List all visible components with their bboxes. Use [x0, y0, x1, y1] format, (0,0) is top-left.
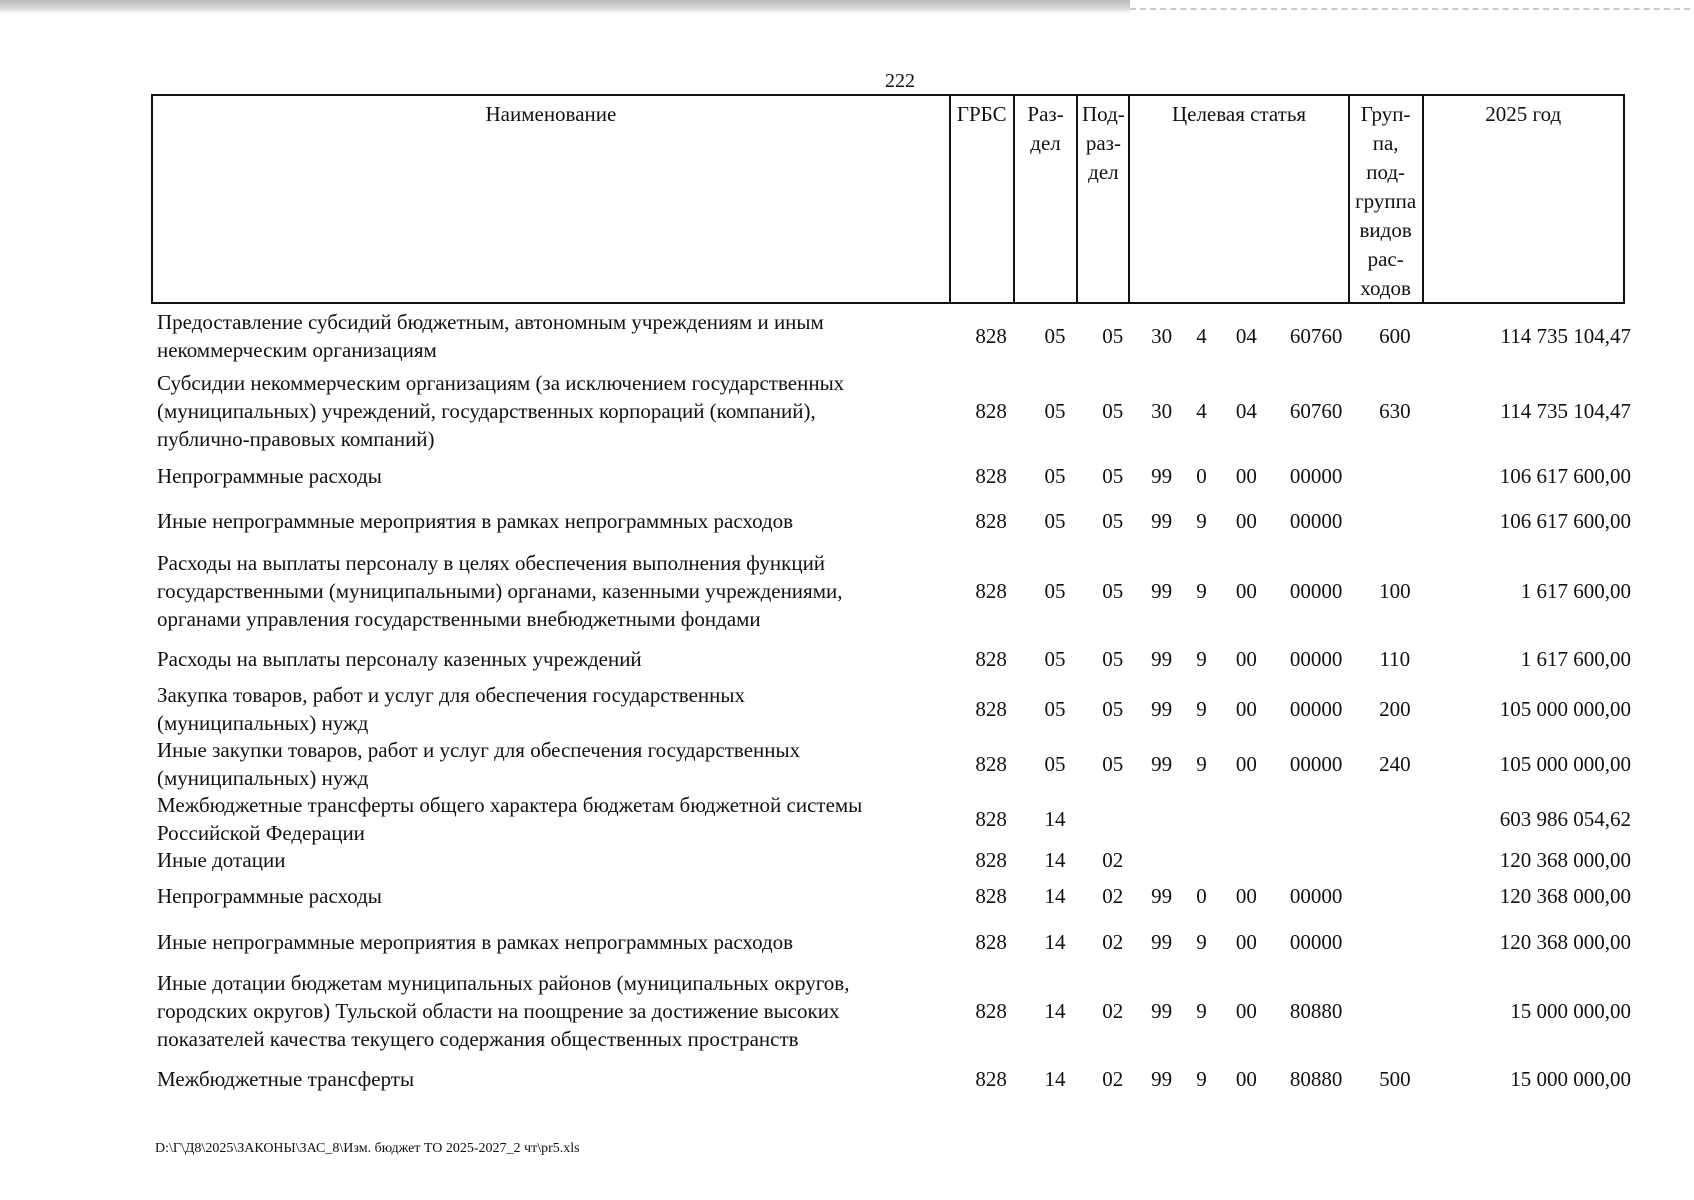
header-group: Груп- па, под- группа видов рас- ходов [1350, 96, 1424, 302]
table-row [151, 681, 1631, 736]
scan-edge-shadow [0, 0, 1130, 14]
cell-t3: 00 [1235, 1066, 1257, 1091]
cell-t3: 00 [1235, 464, 1257, 488]
table-row [151, 496, 1631, 546]
cell-amount: 15 000 000,00 [1510, 1066, 1632, 1091]
cell-pr: 02 [1102, 1066, 1124, 1091]
cell-grbs: 828 [975, 324, 1007, 348]
cell-t4: 00000 [1289, 751, 1343, 776]
cell-vr: 200 [1379, 696, 1411, 721]
cell-t1: 99 [1151, 509, 1173, 533]
cell-t3: 00 [1235, 751, 1257, 776]
cell-t3: 04 [1235, 324, 1257, 348]
cell-t2: 9 [1196, 1066, 1207, 1091]
cell-grbs: 828 [975, 646, 1007, 671]
row-name: Субсидии некоммерческим организациям (за исключением государственных (муниципальных) учреждений, государственных корпораций (компаний), публично-правовых компаний) [157, 371, 845, 451]
cell-amount: 105 000 000,00 [1499, 751, 1632, 776]
row-name: Непрограммные расходы [157, 464, 382, 488]
table-row [151, 874, 1631, 918]
cell-t3: 00 [1235, 999, 1257, 1023]
cell-grbs: 828 [975, 806, 1007, 831]
header-podrazdel: Под- раз- дел [1078, 96, 1130, 302]
cell-amount: 120 368 000,00 [1499, 884, 1632, 908]
cell-grbs: 828 [975, 848, 1007, 872]
cell-vr: 600 [1379, 324, 1411, 348]
header-year: 2025 год [1485, 102, 1562, 126]
table-row [151, 736, 1631, 791]
cell-t2: 4 [1196, 399, 1207, 423]
cell-rz: 05 [1044, 464, 1066, 488]
cell-t1: 99 [1151, 579, 1173, 603]
row-name: Иные закупки товаров, работ и услуг для обеспечения государственных (муниципальных) нужд [157, 737, 801, 790]
cell-t2: 9 [1196, 930, 1207, 954]
cell-t4: 00000 [1289, 646, 1343, 671]
cell-amount: 603 986 054,62 [1499, 806, 1632, 831]
cell-t2: 9 [1196, 999, 1207, 1023]
cell-amount: 1 617 600,00 [1520, 579, 1632, 603]
cell-t4: 00000 [1289, 696, 1343, 721]
cell-pr: 05 [1102, 324, 1124, 348]
cell-t3: 00 [1235, 579, 1257, 603]
cell-t3: 00 [1235, 930, 1257, 954]
cell-grbs: 828 [975, 509, 1007, 533]
cell-t3: 00 [1235, 884, 1257, 908]
header-razdel: Раз- дел [1015, 96, 1079, 302]
cell-t4: 80880 [1289, 1066, 1343, 1091]
cell-t2: 9 [1196, 646, 1207, 671]
cell-pr: 05 [1102, 696, 1124, 721]
cell-rz: 14 [1044, 1066, 1066, 1091]
cell-pr: 05 [1102, 751, 1124, 776]
cell-rz: 05 [1044, 751, 1066, 776]
row-name: Предоставление субсидий бюджетным, автономным учреждениям и иным некоммерческим организациям [157, 310, 824, 362]
header-grbs: ГРБС [951, 96, 1015, 302]
cell-t1: 30 [1151, 399, 1173, 423]
cell-rz: 14 [1044, 930, 1066, 954]
cell-t1: 99 [1151, 1066, 1173, 1091]
cell-t2: 9 [1196, 696, 1207, 721]
row-name: Расходы на выплаты персоналу в целях обеспечения выполнения функций государственными (муниципальными) органами, казенными учреждениями, органами управления государственными внебюджетными фондами [157, 551, 843, 631]
cell-t3: 04 [1235, 399, 1257, 423]
cell-t4: 60760 [1289, 399, 1343, 423]
cell-t4: 00000 [1289, 884, 1343, 908]
cell-rz: 05 [1044, 399, 1066, 423]
cell-amount: 106 617 600,00 [1499, 464, 1632, 488]
cell-pr: 02 [1102, 884, 1124, 908]
cell-amount: 106 617 600,00 [1499, 509, 1632, 533]
table-header [151, 94, 1625, 304]
cell-pr: 05 [1102, 509, 1124, 533]
table-row [151, 966, 1631, 1056]
scan-edge-line [1130, 8, 1690, 10]
cell-t2: 4 [1196, 324, 1207, 348]
cell-rz: 05 [1044, 646, 1066, 671]
cell-t1: 99 [1151, 751, 1173, 776]
cell-amount: 15 000 000,00 [1510, 999, 1632, 1023]
cell-vr: 100 [1379, 579, 1411, 603]
table-row [151, 846, 1631, 874]
cell-pr: 05 [1102, 399, 1124, 423]
cell-amount: 120 368 000,00 [1499, 848, 1632, 872]
cell-grbs: 828 [975, 930, 1007, 954]
table-row [151, 1056, 1631, 1101]
cell-rz: 14 [1044, 999, 1066, 1023]
file-path-footer: D:\Г\Д8\2025\ЗАКОНЫ\ЗАС_8\Изм. бюджет ТО 2025-2027_2 чт\pr5.xls [155, 1141, 580, 1156]
cell-t2: 0 [1196, 884, 1207, 908]
cell-t1: 99 [1151, 999, 1173, 1023]
row-name: Иные дотации [157, 848, 286, 872]
cell-t4: 00000 [1289, 930, 1343, 954]
cell-rz: 14 [1044, 884, 1066, 908]
cell-t1: 99 [1151, 646, 1173, 671]
cell-grbs: 828 [975, 399, 1007, 423]
cell-t3: 00 [1235, 509, 1257, 533]
cell-grbs: 828 [975, 751, 1007, 776]
cell-grbs: 828 [975, 1066, 1007, 1091]
cell-pr: 05 [1102, 646, 1124, 671]
cell-pr: 02 [1102, 930, 1124, 954]
cell-t1: 99 [1151, 464, 1173, 488]
row-name: Иные непрограммные мероприятия в рамках непрограммных расходов [157, 509, 794, 533]
cell-grbs: 828 [975, 696, 1007, 721]
cell-vr: 240 [1379, 751, 1411, 776]
table-row [151, 791, 1631, 846]
table-row [151, 456, 1631, 496]
row-name: Межбюджетные трансферты [157, 1066, 415, 1091]
cell-t1: 30 [1151, 324, 1173, 348]
table-row [151, 546, 1631, 636]
row-name: Межбюджетные трансферты общего характера бюджетам бюджетной системы Российской Федерации [157, 792, 863, 845]
cell-pr: 05 [1102, 464, 1124, 488]
row-name: Иные непрограммные мероприятия в рамках непрограммных расходов [157, 930, 794, 954]
page-number: 222 [885, 70, 915, 92]
cell-vr: 500 [1379, 1066, 1411, 1091]
cell-t2: 9 [1196, 509, 1207, 533]
cell-t2: 9 [1196, 751, 1207, 776]
cell-rz: 14 [1044, 806, 1066, 831]
cell-rz: 14 [1044, 848, 1066, 872]
cell-t2: 0 [1196, 464, 1207, 488]
cell-pr: 05 [1102, 579, 1124, 603]
cell-amount: 114 735 104,47 [1500, 399, 1632, 423]
table-row [151, 918, 1631, 966]
table-row [151, 636, 1631, 681]
cell-amount: 114 735 104,47 [1500, 324, 1632, 348]
cell-vr: 110 [1379, 646, 1411, 671]
cell-t2: 9 [1196, 579, 1207, 603]
row-name: Непрограммные расходы [157, 884, 382, 908]
cell-t1: 99 [1151, 930, 1173, 954]
cell-grbs: 828 [975, 579, 1007, 603]
cell-rz: 05 [1044, 509, 1066, 533]
cell-pr: 02 [1102, 848, 1124, 872]
cell-amount: 120 368 000,00 [1499, 930, 1632, 954]
cell-t4: 00000 [1289, 579, 1343, 603]
cell-grbs: 828 [975, 999, 1007, 1023]
cell-pr: 02 [1102, 999, 1124, 1023]
cell-t4: 60760 [1289, 324, 1343, 348]
cell-grbs: 828 [975, 884, 1007, 908]
table-row [151, 306, 1631, 366]
cell-t4: 80880 [1289, 999, 1343, 1023]
cell-grbs: 828 [975, 464, 1007, 488]
cell-t3: 00 [1235, 646, 1257, 671]
cell-t4: 00000 [1289, 509, 1343, 533]
cell-amount: 1 617 600,00 [1520, 646, 1632, 671]
cell-t3: 00 [1235, 696, 1257, 721]
row-name: Закупка товаров, работ и услуг для обеспечения государственных (муниципальных) нужд [157, 682, 746, 735]
cell-t1: 99 [1151, 696, 1173, 721]
cell-t4: 00000 [1289, 464, 1343, 488]
cell-t1: 99 [1151, 884, 1173, 908]
header-name: Наименование [153, 96, 951, 302]
header-target: Целевая статья [1130, 96, 1349, 302]
cell-amount: 105 000 000,00 [1499, 696, 1632, 721]
cell-vr: 630 [1379, 399, 1411, 423]
row-name: Расходы на выплаты персоналу казенных учреждений [157, 646, 642, 671]
table-row [151, 366, 1631, 456]
cell-rz: 05 [1044, 579, 1066, 603]
cell-rz: 05 [1044, 324, 1066, 348]
cell-rz: 05 [1044, 696, 1066, 721]
row-name: Иные дотации бюджетам муниципальных районов (муниципальных округов, городских округов) Тульской области на поощрение за достижение высоких показателей качества текущего содержания общественных пространств [157, 971, 850, 1051]
